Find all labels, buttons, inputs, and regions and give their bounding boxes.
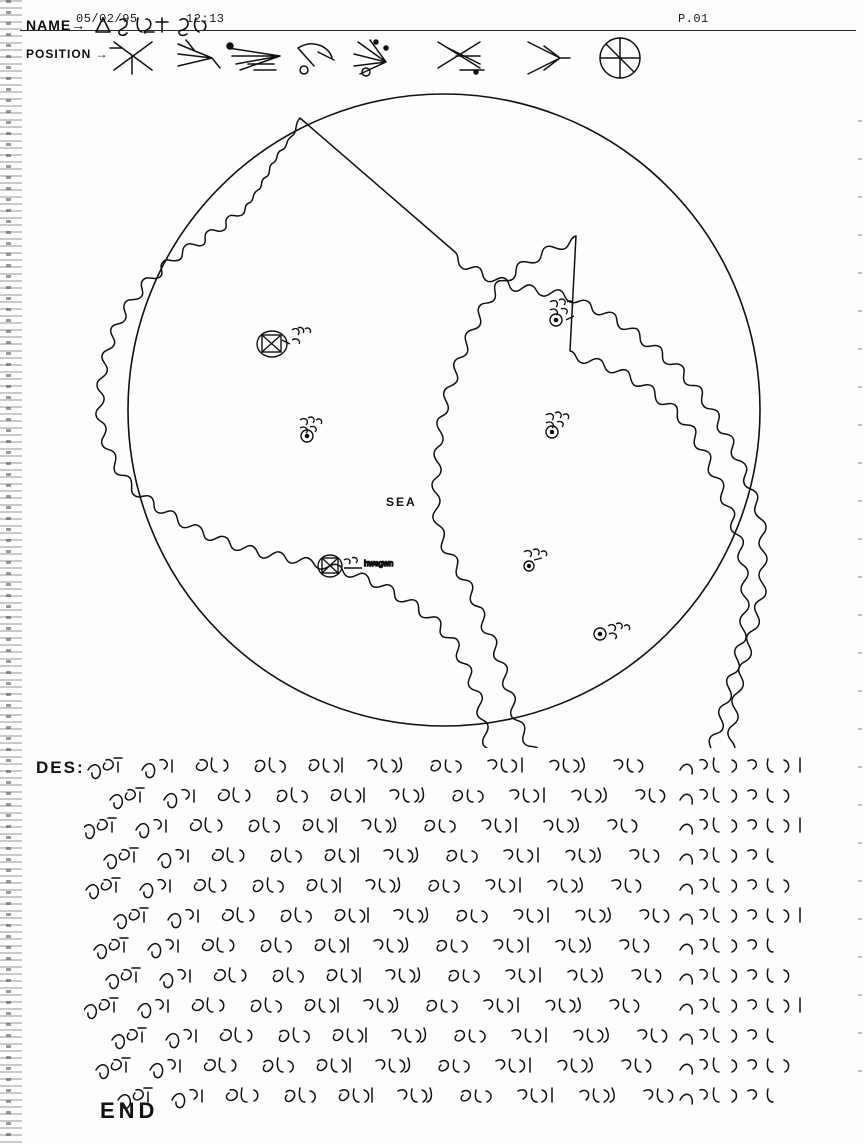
- place-marker-west-town: [300, 417, 322, 442]
- place-marker-east-town: [546, 412, 569, 438]
- fax-date: 05/02/95: [76, 12, 138, 26]
- end-marker: END: [100, 1098, 159, 1123]
- place-marker-east-south-town: [524, 549, 547, 571]
- world-boundary-circle: [128, 94, 760, 726]
- place-marker-east-capital: [550, 299, 574, 326]
- place-marker-east-corner-town: [594, 623, 630, 640]
- position-value-glyphs: [108, 34, 668, 80]
- sea-label: SEA: [386, 495, 417, 509]
- svg-text:hwegwn: hwegwn: [364, 559, 394, 568]
- desc-line: [88, 758, 643, 778]
- description-label: DES:: [36, 758, 85, 777]
- description-glyph-lines: [84, 752, 824, 1120]
- place-marker-west-south-city: [318, 555, 393, 577]
- place-marker-west-capital: [257, 327, 311, 357]
- fax-time: 12:13: [186, 12, 225, 26]
- fax-page-number: P.01: [678, 12, 709, 26]
- landmass-east: [432, 236, 749, 748]
- name-field-label: NAME→: [26, 17, 87, 33]
- map-illustration: [0, 88, 864, 748]
- position-field-label: POSITION →: [26, 47, 109, 61]
- description-script-block: [84, 752, 824, 1125]
